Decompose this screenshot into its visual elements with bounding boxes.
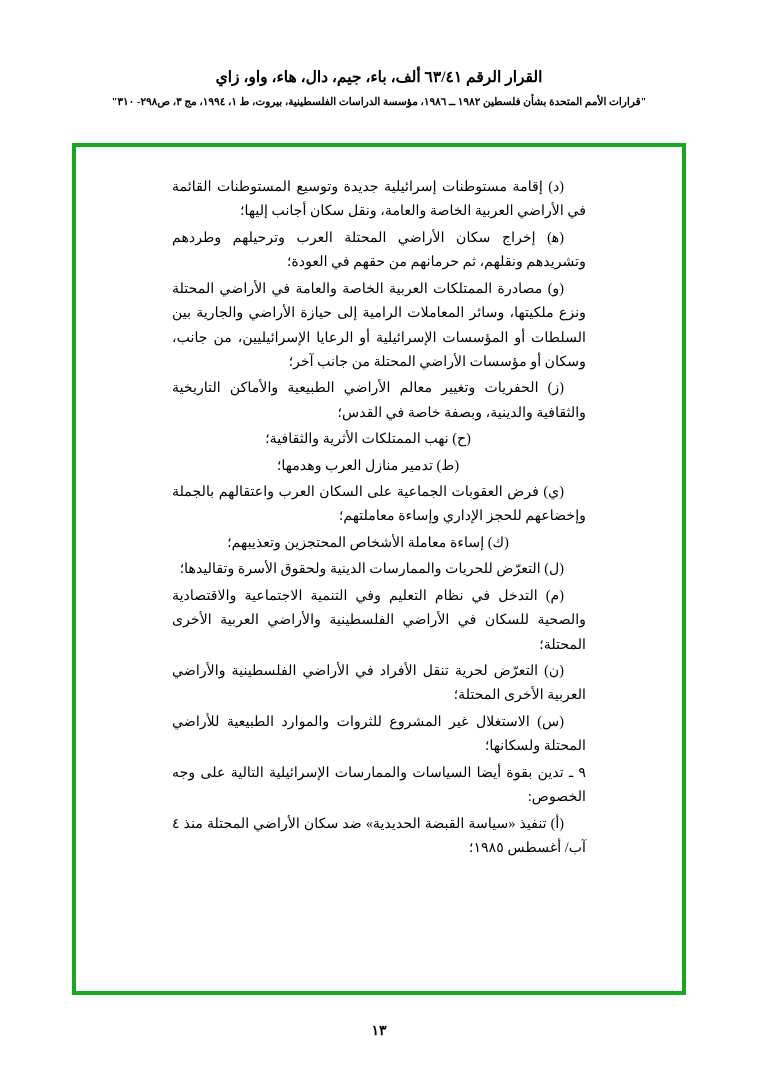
paragraph-clause-z: (ز) الحفريات وتغيير معالم الأراضي الطبيعية والأماكن التاريخية والثقافية والدينية، وبصفة خاصة في القدس؛ bbox=[172, 380, 586, 421]
paragraph-clause-t: (ط) تدمير منازل العرب وهدمها؛ bbox=[276, 457, 460, 474]
paragraph-clause-l: (ل) التعرّض للحريات والممارسات الدينية ولحقوق الأسرة وتقاليدها؛ bbox=[179, 561, 564, 578]
content-frame bbox=[72, 143, 686, 995]
paragraph-clause-y: (ي) فرض العقوبات الجماعية على السكان العرب واعتقالهم بالجملة وإخضاعهم للحجز الإداري وإساءة معاملتهم؛ bbox=[172, 484, 586, 525]
paragraph-clause-s: (س) الاستغلال غير المشروع للثروات والموارد الطبيعية للأراضي المحتلة ولسكانها؛ bbox=[172, 713, 586, 755]
paragraph-clause-w: (و) مصادرة الممتلكات العربية الخاصة والعامة في الأراضي المحتلة ونزع ملكيتها، وسائر المعاملات الرامية إلى حيازة الأراضي والجارية بين السلطات أو المؤسسات الإسرائيلية أو الرعايا الإسرائيليين، من جانب، وسكان أو مؤسسات الأراضي المحتلة من جانب آخر؛ bbox=[172, 280, 586, 370]
paragraph-clause-h: (ه‍) إخراج سكان الأراضي المحتلة العرب وترحيلهم وطردهم وتشريدهم ونقلهم، ثم حرمانهم من حقهم في العودة؛ bbox=[172, 229, 586, 271]
paragraph-clause-hh: (ح) نهب الممتلكات الأثرية والثقافية؛ bbox=[265, 431, 471, 448]
paragraph-clause-k: (ك) إساءة معاملة الأشخاص المحتجزين وتعذيبهم؛ bbox=[227, 534, 509, 551]
paragraph-item-9: ٩ ـ تدين بقوة أيضا السياسات والممارسات الإسرائيلية التالية على وجه الخصوص: bbox=[172, 764, 586, 806]
paragraph-clause-a: (أ) تنفيذ «سياسة القبضة الحديدية» ضد سكان الأراضي المحتلة منذ ٤ آب/ أغسطس ١٩٨٥؛ bbox=[172, 815, 586, 856]
paragraph-clause-m: (م) التدخل في نظام التعليم وفي التنمية الاجتماعية والاقتصادية والصحية للسكان في الأراضي الفلسطينية والأراضي العربية الأخرى المحتلة؛ bbox=[172, 587, 586, 653]
document-body bbox=[172, 175, 586, 862]
paragraph-clause-d: (د) إقامة مستوطنات إسرائيلية جديدة وتوسيع المستوطنات القائمة في الأراضي العربية الخاصة والعامة، ونقل سكان أجانب إليها؛ bbox=[172, 179, 586, 220]
page-header bbox=[0, 66, 758, 111]
paragraph-clause-n: (ن) التعرّض لحرية تنقل الأفراد في الأراضي الفلسطينية والأراضي العربية الأخرى المحتلة؛ bbox=[172, 663, 586, 704]
document-source-citation: "قرارات الأمم المتحدة بشأن فلسطين ١٩٨٢ ــ ١٩٨٦، مؤسسة الدراسات الفلسطينية، بيروت، ط ١، ١٩٩٤، مج ٣، ص٢٩٨- ٣١٠" bbox=[111, 97, 647, 109]
page-number: ١٣ bbox=[371, 1024, 387, 1039]
document-title: القرار الرقم ٦٣/٤١ ألف، باء، جيم، دال، هاء، واو، زاي bbox=[215, 69, 543, 86]
